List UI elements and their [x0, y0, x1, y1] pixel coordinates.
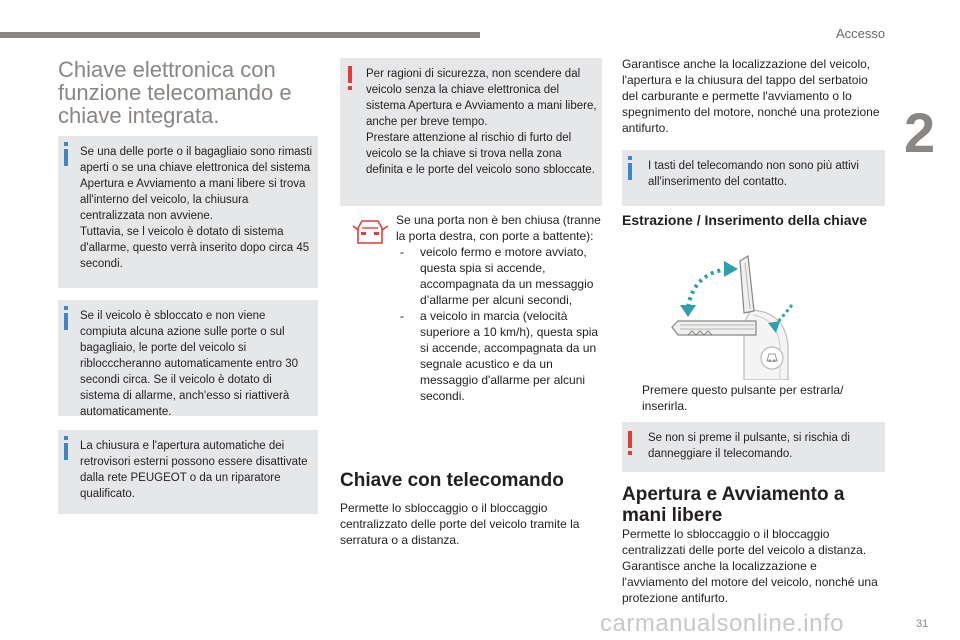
header-bar	[0, 32, 480, 38]
warning-icon	[348, 66, 352, 83]
door-open-warning-icon	[352, 218, 390, 248]
info-icon	[64, 149, 68, 166]
door-warning-list	[396, 244, 602, 404]
instruction-item	[622, 382, 886, 414]
subsection-heading: Estrazione / Inserimento della chiave	[622, 212, 868, 228]
door-warning-text	[396, 212, 602, 404]
info-note-text: La chiusura e l'apertura automatiche dei retrovisori esterni possono essere disattivate dalla rete PEUGEOT o da un riparatore qualificato.	[80, 440, 308, 500]
warning-note-text: Per ragioni di sicurezza, non scendere dal veicolo senza la chiave elettronica del sistema Apertura e Avviamento a mani libere, anche per breve tempo. Prestare attenzione al rischio di furto del veicolo se la chiave si trova nella zona definita e le porte del veicolo sono sbloccate.	[366, 68, 597, 176]
warning-note	[340, 58, 602, 206]
info-icon	[64, 313, 68, 330]
section-paragraph: Permette lo sbloccaggio o il bloccaggio centralizzato delle porte del veicolo tramite la serratura o a distanza.	[340, 501, 580, 547]
section-heading: Chiave con telecomando	[340, 470, 564, 491]
info-note	[58, 430, 318, 514]
section-paragraph: Permette lo sbloccaggio o il bloccaggio centralizzati delle porte del veicolo a distanza. Garantisce anche la localizzazione e l'avviamento del motore del veicolo, nonché una protezione antifurto.	[622, 527, 878, 605]
intro-paragraph: Garantisce anche la localizzazione del veicolo, l'apertura e la chiusura del tappo del serbatoio del carburante e permette l'avviamento o lo spegnimento del motore, nonché una protezione antifurto.	[622, 57, 880, 135]
list-item: - a veicolo in marcia (velocità superiore a 10 km/h), questa spia si accende, accompagnata da un segnale acustico e da un messaggio d'allarme per alcuni secondi.	[396, 308, 602, 404]
warning-note	[622, 422, 885, 472]
info-note-text: I tasti del telecomando non sono più attivi all'inserimento del contatto.	[648, 160, 859, 188]
warning-note-text: Se non si preme il pulsante, si rischia di danneggiare il telecomando.	[648, 432, 850, 460]
page-title: Chiave elettronica con funzione telecomando e chiave integrata.	[58, 57, 292, 128]
section-label: Accesso	[836, 26, 886, 41]
info-note	[58, 300, 318, 416]
warning-icon	[628, 431, 632, 448]
key-fob-illustration	[658, 255, 808, 380]
info-note	[58, 136, 318, 288]
chapter-number: 2	[904, 101, 936, 164]
instruction-text: Premere questo pulsante per estrarla/ inserirla.	[642, 383, 844, 413]
info-note	[622, 150, 885, 206]
info-icon	[64, 443, 68, 460]
info-note-text: Se una delle porte o il bagagliaio sono rimasti aperti o se una chiave elettronica del sistema Apertura e Avviamento a mani libere si trova all'interno del veicolo, la chiusura centralizzata non avviene. Tuttavia, se l veicolo è dotato di sistema d'allarme, questo verrà inserito dopo circa 45 secondi.	[80, 146, 313, 270]
section-heading: Apertura e Avviamento a mani libere	[622, 484, 845, 526]
info-icon	[628, 163, 632, 180]
info-note-text: Se il veicolo è sbloccato e non viene compiuta alcuna azione sulle porte o sul bagagliaio, le porte del veicolo si riblocccheranno automaticamente entro 30 secondi circa. Se il veicolo è dotato di sistema di allarme, anch'esso si riattiverà automaticamente.	[80, 310, 298, 418]
page-number: 31	[916, 618, 929, 630]
door-warning-intro: Se una porta non è ben chiusa (tranne la porta destra, con porte a battente):	[396, 213, 601, 243]
watermark: carmanualsonline.info	[600, 610, 844, 637]
list-item: - veicolo fermo e motore avviato, questa spia si accende, accompagnata da un messaggio d’allarme per alcuni secondi,	[396, 244, 602, 308]
